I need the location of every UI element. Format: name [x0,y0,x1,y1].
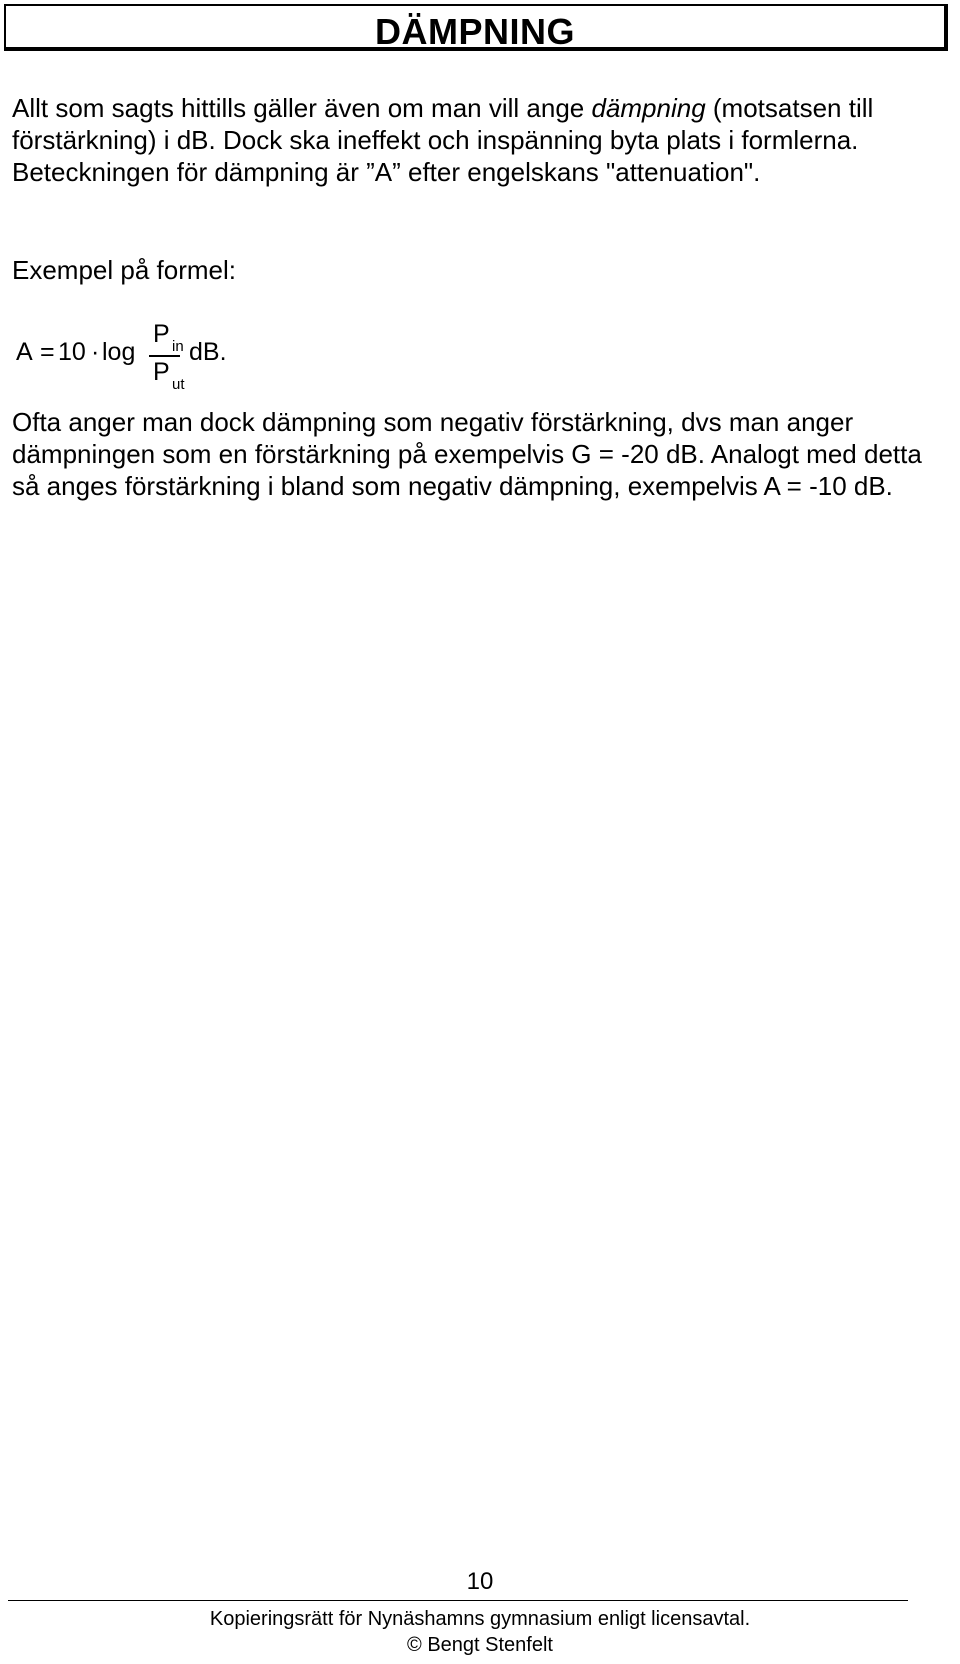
attenuation-formula [16,318,416,398]
formula-denominator-subscript: ut [172,376,185,393]
footer-license: Kopieringsrätt för Nynäshamns gymnasium enligt licensavtal. [209,1608,751,1630]
formula-coefficient: 10 [58,338,86,366]
intro-term: dämpning [591,93,706,123]
body-paragraph: Ofta anger man dock dämpning som negativ förstärkning, dvs man anger dämpningen som en förstärkning på exempelvis G = -20 dB. Analogt med detta så anges förstärkning i bland som negativ dämpning, exempelvis A = -10 dB. [12,407,922,501]
page-number: 10 [466,1568,494,1595]
intro-paragraph [12,92,922,188]
formula-numerator-subscript: in [172,338,184,355]
example-label: Exempel på formel: [12,255,236,285]
intro-text-before: Allt som sagts hittills gäller även om man vill ange [12,93,592,123]
formula-dot: · [91,338,100,366]
formula-function: log [102,338,136,366]
formula-unit: dB. [189,338,227,366]
formula-denominator: P [153,358,170,386]
formula-numerator: P [153,320,170,348]
footer-divider [8,1600,908,1601]
page-title: DÄMPNING [375,11,575,52]
formula-equals: = [40,338,55,366]
title-box [4,4,948,51]
fraction-line [149,355,180,357]
footer-author: © Bengt Stenfelt [407,1634,553,1656]
intro-text-after: (motsatsen till förstärkning) i dB. Dock ska ineffekt och inspänning byta plats i formlerna. Beteckningen för dämpning är ”A” efter engelskans "attenuation". [12,93,874,187]
formula-lhs: A [16,338,33,366]
